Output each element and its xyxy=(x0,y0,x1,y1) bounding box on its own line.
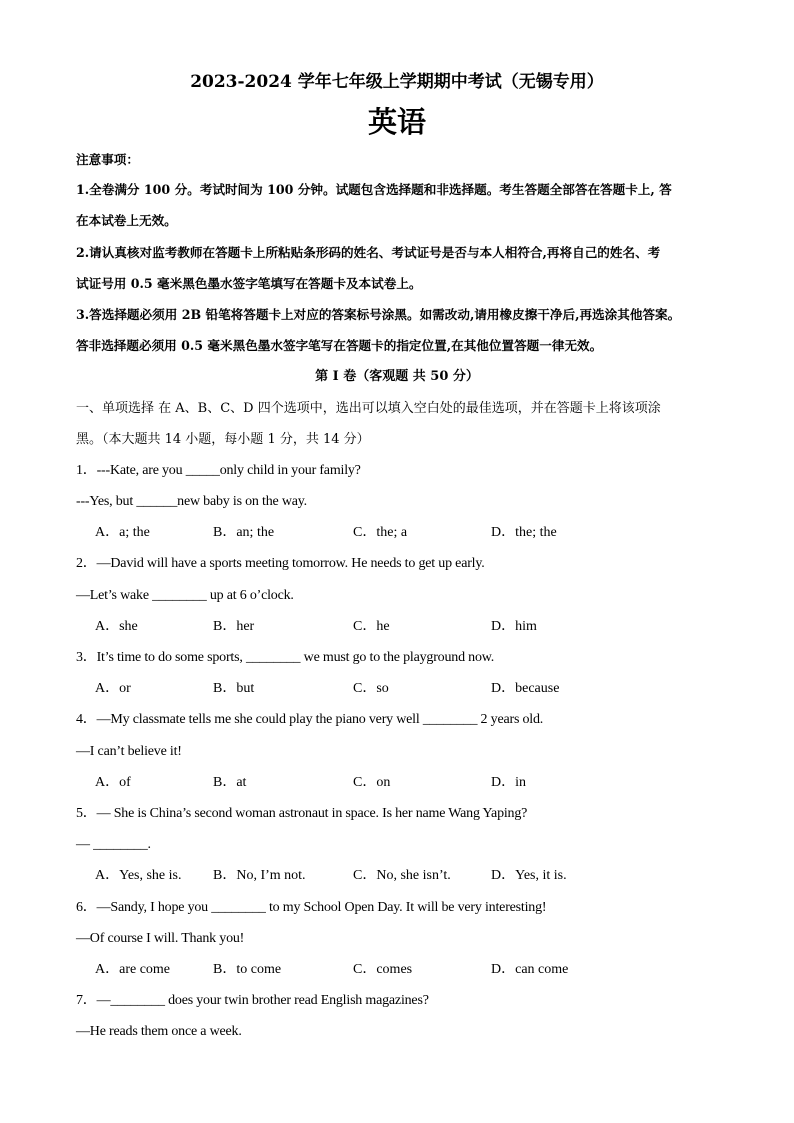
option-a: A．Yes, she is. xyxy=(95,868,182,883)
question-text: — ________. xyxy=(76,837,151,852)
option-d: D．because xyxy=(491,681,560,696)
question-text: ---Yes, but ______new baby is on the way. xyxy=(76,494,307,509)
option-c: C．No, she isn’t. xyxy=(353,868,451,883)
notes-line: 试证号用 0.5 毫米黑色墨水签字笔填写在答题卡及本试卷上。 xyxy=(76,276,422,291)
notes-line: 3.答选择题必须用 2B 铅笔将答题卡上对应的答案标号涂黑。如需改动,请用橡皮擦干净后,再选涂其他答案。 xyxy=(76,307,681,322)
question-text: 4．—My classmate tells me she could play the piano very well ________ 2 years old. xyxy=(76,712,544,727)
option-b: B．an; the xyxy=(213,525,275,540)
question-text: —Let’s wake ________ up at 6 o’clock. xyxy=(76,588,294,603)
option-d: D．in xyxy=(491,775,526,790)
option-b: B．her xyxy=(213,619,255,634)
option-b: B．No, I’m not. xyxy=(213,868,306,883)
option-a: A．she xyxy=(95,619,138,634)
subject-title: 英语 xyxy=(367,105,426,139)
question-text: —I can’t believe it! xyxy=(76,744,182,759)
question-text: 7．—________ does your twin brother read English magazines? xyxy=(76,993,429,1008)
notes-line: 1.全卷满分 100 分。考试时间为 100 分钟。试题包含选择题和非选择题。考生答题全部答在答题卡上, 答 xyxy=(76,182,672,197)
question-text: 3．It’s time to do some sports, ________ we must go to the playground now. xyxy=(76,650,495,665)
section-heading: 第 I 卷（客观题 共 50 分） xyxy=(315,369,479,384)
question-text: —He reads them once a week. xyxy=(76,1024,242,1039)
exam-title: 2023-2024 学年七年级上学期期中考试（无锡专用） xyxy=(190,72,604,92)
notes-line: 2.请认真核对监考教师在答题卡上所粘贴条形码的姓名、考试证号是否与本人相符合,再将自己的姓名、考 xyxy=(76,245,661,260)
option-a: A．are come xyxy=(95,962,171,977)
question-text: 2．—David will have a sports meeting tomorrow. He needs to get up early. xyxy=(76,556,485,571)
option-c: C．comes xyxy=(353,962,413,977)
section-instructions: 一、单项选择 在 A、B、C、D 四个选项中，选出可以填入空白处的最佳选项，并在答题卡上将该项涂 xyxy=(76,401,661,416)
option-c: C．the; a xyxy=(353,525,408,540)
notes-line: 答非选择题必须用 0.5 毫米黑色墨水签字笔写在答题卡的指定位置,在其他位置答题一律无效。 xyxy=(76,338,603,353)
option-c: C．on xyxy=(353,775,391,790)
notes-heading: 注意事项： xyxy=(76,152,139,167)
option-c: C．so xyxy=(353,681,389,696)
option-c: C．he xyxy=(353,619,390,634)
option-b: B．at xyxy=(213,775,247,790)
option-a: A．a; the xyxy=(95,525,150,540)
option-a: A．or xyxy=(95,681,131,696)
option-d: D．Yes, it is. xyxy=(491,868,567,883)
section-instructions: 黑。（本大题共 14 小题，每小题 1 分，共 14 分） xyxy=(76,432,370,447)
option-d: D．can come xyxy=(491,962,569,977)
option-d: D．the; the xyxy=(491,525,557,540)
option-b: B．to come xyxy=(213,962,282,977)
option-d: D．him xyxy=(491,619,537,634)
question-text: 1．---Kate, are you _____only child in your family? xyxy=(76,463,361,478)
option-b: B．but xyxy=(213,681,255,696)
option-a: A．of xyxy=(95,775,131,790)
question-text: —Of course I will. Thank you! xyxy=(76,931,245,946)
notes-line: 在本试卷上无效。 xyxy=(76,213,177,228)
question-text: 6．—Sandy, I hope you ________ to my School Open Day. It will be very interesting! xyxy=(76,900,547,915)
question-text: 5．— She is China’s second woman astronaut in space. Is her name Wang Yaping? xyxy=(76,806,528,821)
